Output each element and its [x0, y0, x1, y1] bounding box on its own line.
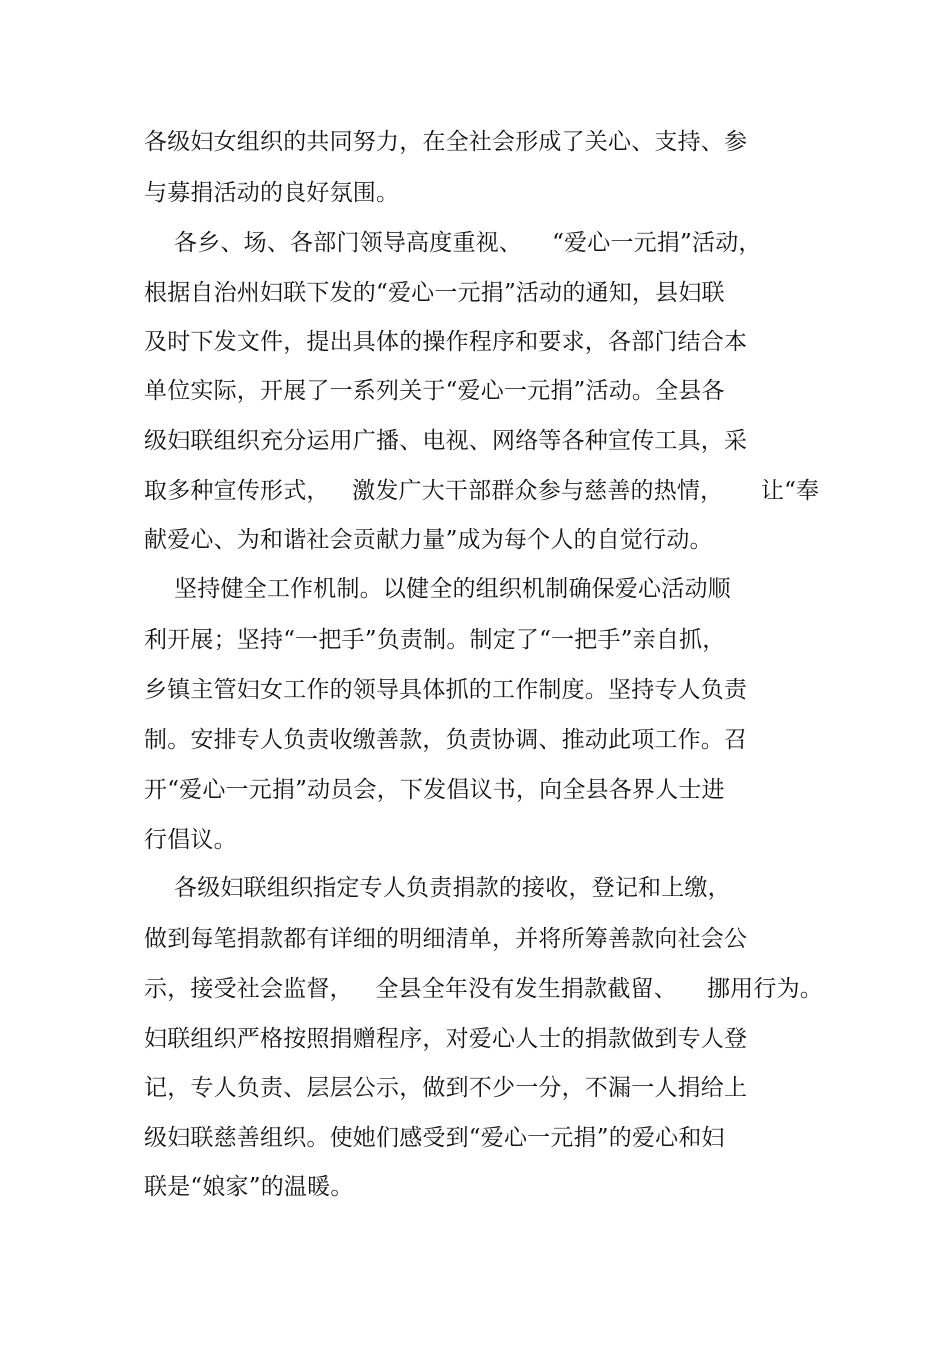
text-line: 取多种宣传形式， 激发广大干部群众参与慈善的热情， 让“奉	[144, 478, 820, 504]
text-line: 献爱心、为和谐社会贡献力量”成为每个人的自觉行动。	[144, 527, 713, 553]
text-line: 示，接受社会监督， 全县全年没有发生捐款截留、 挪用行为。	[144, 976, 823, 1002]
text-line: 各级妇联组织指定专人负责捐款的接收，登记和上缴，	[144, 875, 731, 901]
text-line: 级妇联组织充分运用广播、电视、网络等各种宣传工具，采	[144, 428, 748, 454]
text-line: 利开展；坚持“一把手”负责制。制定了“一把手”亲自抓，	[144, 627, 726, 653]
text-line: 记，专人负责、层层公示，做到不少一分，不漏一人捐给上	[144, 1075, 748, 1101]
text-line: 及时下发文件，提出具体的操作程序和要求，各部门结合本	[144, 329, 748, 355]
text-line: 坚持健全工作机制。以健全的组织机制确保爱心活动顺	[144, 576, 731, 602]
text-line: 做到每笔捐款都有详细的明细清单，并将所筹善款向社会公	[144, 926, 748, 952]
text-line: 妇联组织严格按照捐赠程序，对爱心人士的捐款做到专人登	[144, 1026, 748, 1052]
text-line: 与募捐活动的良好氛围。	[144, 180, 400, 206]
text-line: 制。安排专人负责收缴善款，负责协调、推动此项工作。召	[144, 727, 748, 753]
text-line: 根据自治州妇联下发的“爱心一元捐”活动的通知，县妇联	[144, 280, 725, 306]
text-line: 级妇联慈善组织。使她们感受到“爱心一元捐”的爱心和妇	[144, 1125, 725, 1151]
text-line: 单位实际，开展了一系列关于“爱心一元捐”活动。全县各	[144, 378, 725, 404]
text-line: 联是“娘家”的温暖。	[144, 1174, 354, 1200]
text-line: 各乡、场、各部门领导高度重视、 “爱心一元捐”活动，	[144, 230, 762, 256]
text-line: 各级妇女组织的共同努力，在全社会形成了关心、支持、参	[144, 129, 748, 155]
text-line: 行倡议。	[144, 827, 237, 853]
text-line: 乡镇主管妇女工作的领导具体抓的工作制度。坚持专人负责	[144, 677, 748, 703]
text-line: 开“爱心一元捐”动员会，下发倡议书，向全县各界人士进	[144, 777, 725, 803]
